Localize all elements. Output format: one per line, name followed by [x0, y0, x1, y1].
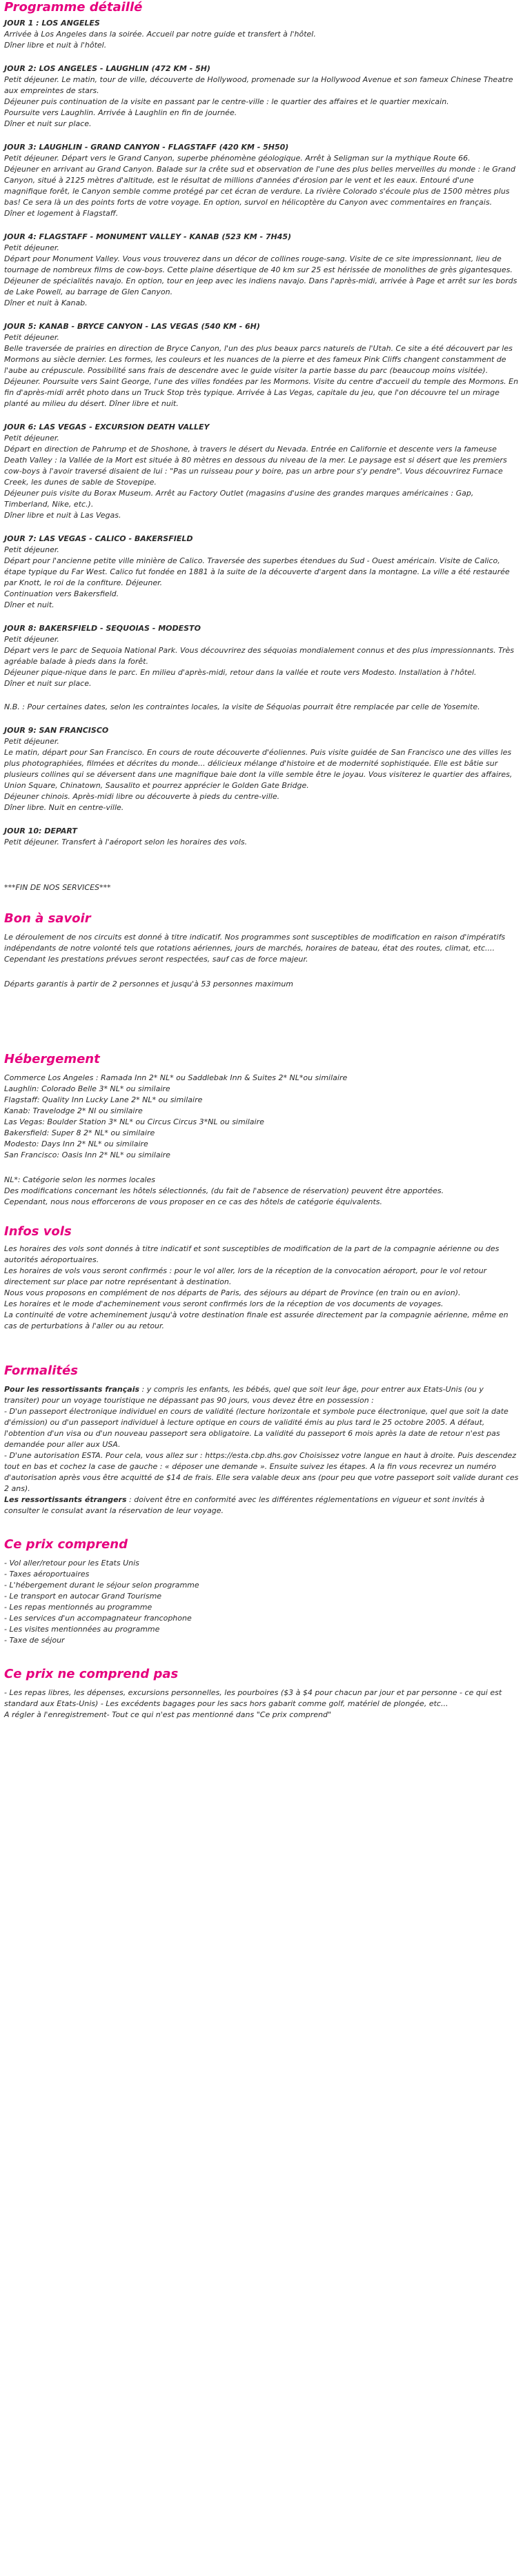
included-item: - Les repas mentionnés au programme: [4, 1603, 152, 1612]
ressortissants-francais-text: : y compris les enfants, les bébés, quel que soit leur âge, pour entrer aux Etats-Unis (ou y transiter) pour un voyage touristique ne dépassant pas 90 jours, vous devez être en possession :: [4, 1385, 484, 1405]
day-block: [4, 422, 519, 521]
day-text: Déjeuner chinois. Après-midi libre ou découverte à pieds du centre-ville.: [4, 792, 280, 801]
day-text: Déjeuner de spécialités navajo. En option, tour en jeep avec les indiens navajo. Dans l'après-midi, arrivée à Page et arrêt sur les bords de Lake Powell, au barrage de Glen Canyon.: [4, 276, 517, 296]
day-text: Petit déjeuner. Départ vers le Grand Canyon, superbe phénomène géologique. Arrêt à Seligman sur la mythique Route 66.: [4, 154, 471, 163]
hotel-item: Modesto: Days Inn 2* NL* ou similaire: [4, 1139, 148, 1148]
day-text: Petit déjeuner. Le matin, tour de ville, découverte de Hollywood, promenade sur la Hollywood Avenue et son fameux Chinese Theatre aux empreintes de stars.: [4, 75, 513, 95]
day-title: JOUR 4: FLAGSTAFF - MONUMENT VALLEY - KANAB (523 KM - 7H45): [4, 232, 292, 241]
day-text: Départ en direction de Pahrump et de Shoshone, à travers le désert du Nevada. Entrée en Californie et descente vers la fameuse Death Valley : la Vallée de la Mort est située à 80 mètres en dessous du niveau de la mer. Le paysage est si désert que les premiers cow-boys à l'avoir traversé disaient de lui : "Pas un ruisseau pour y boire, pas un arbre pour s'y pendre". Vous découvrirez Furnace Creek, les dunes de sable de Stovepipe.: [4, 445, 507, 487]
ressortissants-francais-label: Pour les ressortissants français: [4, 1385, 140, 1394]
hotel-item: Commerce Los Angeles : Ramada Inn 2* NL* ou Saddlebak Inn & Suites 2* NL*ou similaire: [4, 1073, 348, 1082]
included-item: - Le transport en autocar Grand Tourisme: [4, 1592, 162, 1601]
day-title: JOUR 2: LOS ANGELES - LAUGHLIN (472 KM - 5H): [4, 64, 210, 73]
prix-comprend-section: [4, 1537, 519, 1646]
included-item: - Vol aller/retour pour les Etats Unis: [4, 1559, 139, 1568]
ressortissants-etrangers-label: Les ressortissants étrangers: [4, 1495, 127, 1504]
day-block: [4, 826, 519, 848]
prix-ne-comprend-pas-title: Ce prix ne comprend pas: [4, 1667, 179, 1681]
hotel-item: Laughlin: Colorado Belle 3* NL* ou similaire: [4, 1084, 170, 1093]
programme-days: [4, 18, 519, 848]
day-text: Petit déjeuner.: [4, 243, 59, 252]
day-text: Arrivée à Los Angeles dans la soirée. Accueil par notre guide et transfert à l'hôtel.: [4, 30, 316, 39]
bon-a-savoir-title: Bon à savoir: [4, 911, 91, 926]
day-text: Dîner libre. Nuit en centre-ville.: [4, 803, 124, 812]
day-block: [4, 18, 519, 51]
included-item: - Taxes aéroportuaires: [4, 1570, 90, 1579]
hebergement-title: Hébergement: [4, 1052, 100, 1066]
included-item: - L'hébergement durant le séjour selon programme: [4, 1581, 199, 1590]
formalites-title: Formalités: [4, 1363, 78, 1378]
included-item: - Taxe de séjour: [4, 1636, 65, 1645]
included-item: - Les visites mentionnées au programme: [4, 1625, 160, 1634]
prix-comprend-list: [4, 1558, 519, 1646]
departs-garantis-text: Départs garantis à partir de 2 personnes et jusqu'à 53 personnes maximum: [4, 980, 294, 988]
day-title: JOUR 3: LAUGHLIN - GRAND CANYON - FLAGSTAFF (420 KM - 5H50): [4, 143, 289, 152]
infos-vols-section: [4, 1224, 519, 1332]
day-text: Dîner libre et nuit à l'hôtel.: [4, 41, 107, 50]
excluded-item: - Les repas libres, les dépenses, excursions personnelles, les pourboires ($3 à $4 pour chacun par jour et par personne - ce qui est standard aux Etats-Unis) - Les excédents bagages pour les sacs hors gabarit comme golf, matériel de plongée, etc...: [4, 1688, 502, 1708]
day-text: Déjeuner en arrivant au Grand Canyon. Balade sur la crête sud et observation de l'une des plus belles merveilles du monde : le Grand Canyon, situé à 2125 mètres d'altitude, est le résultat de millions d'années d'érosion par le vent et les eaux. Entouré d'une magnifique forêt, le Canyon semble comme protégé par cet écran de verdure. La rivière Colorado s'écoule plus de 1500 mètres plus bas! Ce sera là un des points forts de votre voyage. En option, survol en hélicoptère du Canyon avec commentaires en français.: [4, 165, 515, 207]
day-block: [4, 63, 519, 130]
hebergement-section: [4, 1052, 519, 1208]
day-text: Petit déjeuner.: [4, 545, 59, 554]
vol-info-line: La continuité de votre acheminement jusqu'à votre destination finale est assurée directement par la compagnie aérienne, même en cas de perturbations à l'aller ou au retour.: [4, 1310, 509, 1330]
hotel-item: Bakersfield: Super 8 2* NL* ou similaire: [4, 1128, 155, 1137]
day-block: [4, 725, 519, 813]
vol-info-line: Nous vous proposons en complément de nos départs de Paris, des séjours au départ de Province (en train ou en avion).: [4, 1288, 461, 1297]
excluded-item: A régler à l'enregistrement- Tout ce qui n'est pas mentionné dans "Ce prix comprend": [4, 1710, 332, 1719]
prix-ne-comprend-pas-section: [4, 1667, 519, 1721]
infos-vols-text: [4, 1244, 519, 1332]
hotel-item: Flagstaff: Quality Inn Lucky Lane 2* NL* ou similaire: [4, 1095, 203, 1104]
day-text: Déjeuner pique-nique dans le parc. En milieu d'après-midi, retour dans la vallée et route vers Modesto. Installation à l'hôtel.: [4, 668, 477, 677]
hotel-item: Las Vegas: Boulder Station 3* NL* ou Circus Circus 3*NL ou similaire: [4, 1117, 264, 1126]
day-text: Petit déjeuner.: [4, 434, 59, 443]
hotel-list: [4, 1073, 519, 1161]
prix-comprend-title: Ce prix comprend: [4, 1537, 128, 1552]
infos-vols-title: Infos vols: [4, 1224, 72, 1239]
hotel-note: NL*: Catégorie selon les normes locales: [4, 1175, 155, 1184]
day-text: Déjeuner puis continuation de la visite en passant par le centre-ville : le quartier des affaires et le quartier mexicain.: [4, 97, 449, 106]
formalites-text: [4, 1384, 519, 1517]
day-title: JOUR 9: SAN FRANCISCO: [4, 726, 109, 735]
day-text: Dîner et nuit.: [4, 600, 55, 609]
day-text: Petit déjeuner.: [4, 635, 59, 644]
formalites-section: [4, 1363, 519, 1517]
day-text: Poursuite vers Laughlin. Arrivée à Laughlin en fin de journée.: [4, 108, 237, 117]
day-title: JOUR 10: DEPART: [4, 826, 77, 835]
ressortissants-etrangers-text: : doivent être en conformité avec les différentes réglementations en vigueur et sont invités à consulter le consulat avant la réservation de leur voyage.: [4, 1495, 485, 1515]
day-block: [4, 623, 519, 689]
day-text: Le matin, départ pour San Francisco. En cours de route découverte d'éoliennes. Puis visite guidée de San Francisco une des villes les plus photographiées, filmées et décrites du monde... délicieux mélange d'histoire et de modernité sophistiquée. Elle est bâtie sur plusieurs collines qui se déversent dans une magnifique baie dont la ville semble être le joyau. Vous visiterez le quartier des affaires, Union Square, Chinatown, Sausalito et pourrez apprécier le Golden Gate Bridge.: [4, 748, 513, 790]
day-block: [4, 702, 519, 713]
day-text: Dîner libre et nuit à Las Vegas.: [4, 511, 121, 520]
day-text: Dîner et logement à Flagstaff.: [4, 209, 119, 218]
esta-text: - D'une autorisation ESTA. Pour cela, vous allez sur : https://esta.cbp.dhs.gov Choisissez votre langue en haut à droite. Puis descendez tout en bas et cochez la case de gauche : « déposer une demande ». Ensuite suivez les étapes. A la fin vous recevrez un numéro d'autorisation après vous être acquitté de $14 de frais. Elle sera valable deux ans (pour peu que votre passeport soit valide durant ces 2 ans).: [4, 1451, 519, 1493]
day-text: N.B. : Pour certaines dates, selon les contraintes locales, la visite de Séquoias pourrait être remplacée par celle de Yosemite.: [4, 702, 480, 711]
day-text: Dîner et nuit sur place.: [4, 119, 92, 128]
day-text: Belle traversée de prairies en direction de Bryce Canyon, l'un des plus beaux parcs naturels de l'Utah. Ce site a été découvert par les Mormons au siècle dernier. Les formes, les couleurs et les nuances de la pierre et des fameux Pink Cliffs changent constamment de l'aube au crépuscule. Possibilité sans frais de descendre avec le guide visiter la partie basse du parc (beaucoup moins visitée).: [4, 344, 513, 375]
day-text: Petit déjeuner. Transfert à l'aéroport selon les horaires des vols.: [4, 838, 248, 846]
day-block: [4, 232, 519, 309]
day-text: Petit déjeuner.: [4, 737, 59, 746]
day-text: Dîner et nuit sur place.: [4, 679, 92, 688]
hotel-notes: [4, 1175, 519, 1208]
bon-a-savoir-text: Le déroulement de nos circuits est donné à titre indicatif. Nos programmes sont susceptibles de modification en raison d'impératifs indépendants de notre volonté tels que rotations aériennes, jours de marchés, horaires de bateau, état des routes, climat, etc.... Cependant les prestations prévues seront respectées, sauf cas de force majeur.: [4, 933, 506, 964]
day-title: JOUR 6: LAS VEGAS - EXCURSION DEATH VALLEY: [4, 423, 210, 432]
day-title: JOUR 7: LAS VEGAS - CALICO - BAKERSFIELD: [4, 534, 193, 543]
day-text: Déjeuner. Poursuite vers Saint George, l'une des villes fondées par les Mormons. Visite du centre d'accueil du temple des Mormons. En fin d'après-midi arrêt photo dans un Truck Stop très typique. Arrivée à Las Vegas, capitale du jeu, que l'on découvre tel un mirage planté au milieu du désert. Dîner libre et nuit.: [4, 377, 519, 408]
bon-a-savoir-section: [4, 911, 519, 990]
day-title: JOUR 5: KANAB - BRYCE CANYON - LAS VEGAS (540 KM - 6H): [4, 322, 260, 331]
included-item: - Les services d'un accompagnateur francophone: [4, 1614, 192, 1623]
day-text: Dîner et nuit à Kanab.: [4, 298, 88, 307]
programme-section: [4, 0, 519, 893]
end-of-services: ***FIN DE NOS SERVICES***: [4, 883, 111, 892]
day-text: Continuation vers Bakersfield.: [4, 589, 119, 598]
day-text: Petit déjeuner.: [4, 333, 59, 342]
day-text: Départ pour Monument Valley. Vous vous trouverez dans un décor de collines rouge-sang. Visite de ce site impressionnant, lieu de tournage de nombreux films de cow-boys. Cette plaine désertique de 40 km sur 25 est hérissée de monolithes de grès gigantesques.: [4, 254, 513, 274]
day-text: Déjeuner puis visite du Borax Museum. Arrêt au Factory Outlet (magasins d'usine des grandes marques américaines : Gap, Timberland, Nike, etc.).: [4, 489, 474, 509]
vol-info-line: Les horaires et le mode d'acheminement vous seront confirmés lors de la réception de vos documents de voyages.: [4, 1299, 444, 1308]
prix-ne-comprend-pas-list: [4, 1687, 519, 1721]
hotel-item: Kanab: Travelodge 2* NI ou similaire: [4, 1106, 143, 1115]
programme-title: Programme détaillé: [4, 0, 143, 14]
day-title: JOUR 1 : LOS ANGELES: [4, 19, 100, 28]
vol-info-line: Les horaires de vols vous seront confirmés : pour le vol aller, lors de la réception de la convocation aéroport, pour le vol retour directement sur place par notre représentant à destination.: [4, 1266, 487, 1286]
day-text: Départ pour l'ancienne petite ville minière de Calico. Traversée des superbes étendues du Sud - Ouest américain. Visite de Calico, étape typique du Far West. Calico fut fondée en 1881 à la suite de la découverte d'argent dans la montagne. La ville a été restaurée par Knott, le roi de la confiture. Déjeuner.: [4, 556, 510, 587]
vol-info-line: Les horaires des vols sont donnés à titre indicatif et sont susceptibles de modification de la part de la compagnie aérienne ou des autorités aéroportuaires.: [4, 1244, 500, 1264]
day-block: [4, 321, 519, 409]
hotel-note: Des modifications concernant les hôtels sélectionnés, (du fait de l'absence de réservation) peuvent être apportées.: [4, 1186, 444, 1195]
day-title: JOUR 8: BAKERSFIELD - SEQUOIAS - MODESTO: [4, 624, 201, 633]
day-block: [4, 142, 519, 219]
day-block: [4, 534, 519, 611]
hotel-item: San Francisco: Oasis Inn 2* NL* ou similaire: [4, 1150, 170, 1159]
hotel-note: Cependant, nous nous efforcerons de vous proposer en ce cas des hôtels de catégorie équivalents.: [4, 1197, 382, 1206]
passeport-text: - D'un passeport électronique individuel en cours de validité (lecture horizontale et symbole puce électronique, quel que soit la date d'émission) ou d'un passeport individuel à lecture optique en cours de validité émis au plus tard le 25 octobre 2005. A défaut, l'obtention d'un visa ou d'un nouveau passeport sera obligatoire. La validité du passeport 6 mois après la date de retour n'est pas demandée pour aller aux USA.: [4, 1407, 509, 1449]
day-text: Départ vers le parc de Sequoia National Park. Vous découvrirez des séquoias mondialement connus et des plus impressionnants. Très agréable balade à pieds dans la forêt.: [4, 646, 515, 666]
